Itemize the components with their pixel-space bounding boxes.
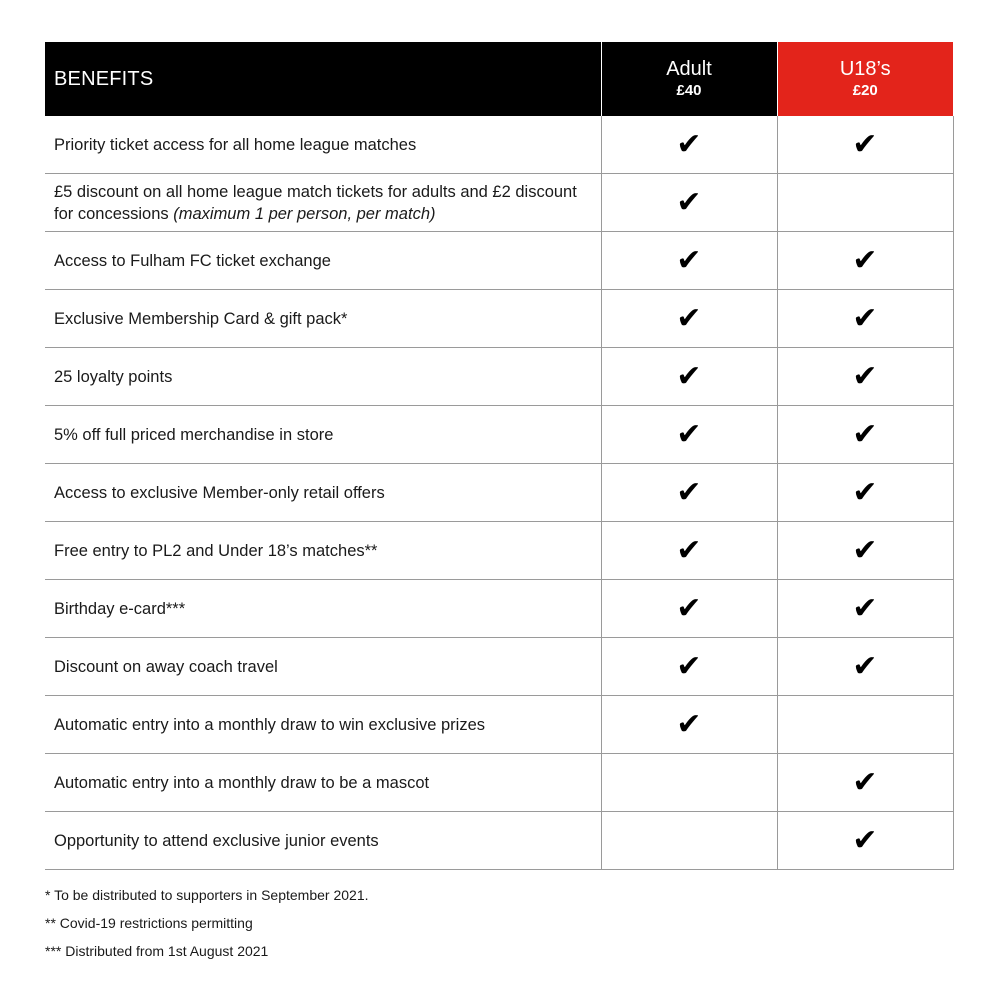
table-row [45,232,953,290]
u18-benefit-cell [777,290,953,348]
adult-benefit-cell [601,580,777,638]
benefit-text: Automatic entry into a monthly draw to win exclusive prizes [54,715,486,734]
footnote: *** Distributed from 1st August 2021 [45,943,269,959]
benefit-text: 5% off full priced merchandise in store [54,425,334,444]
check-icon: ✔ [852,648,878,684]
benefit-description [45,638,601,696]
u18-benefit-cell [777,174,953,232]
adult-plan-name: Adult [666,58,712,80]
benefit-description [45,522,601,580]
check-icon: ✔ [852,532,878,568]
check-icon: ✔ [676,590,702,626]
check-icon: ✔ [676,300,702,336]
membership-benefits-table [45,42,954,870]
check-icon: ✔ [852,474,878,510]
adult-benefit-cell [601,174,777,232]
table-row [45,464,953,522]
check-icon: ✔ [852,126,878,162]
adult-column-header [601,42,777,116]
benefit-text: Access to exclusive Member-only retail offers [54,483,385,502]
check-icon: ✔ [676,706,702,742]
check-icon: ✔ [852,822,878,858]
table-row [45,638,953,696]
benefit-text: Priority ticket access for all home league matches [54,135,417,154]
adult-benefit-cell [601,232,777,290]
benefit-rows [45,116,953,870]
check-icon: ✔ [676,126,702,162]
table-row [45,290,953,348]
table-row [45,348,953,406]
adult-benefit-cell [601,812,777,870]
u18-benefit-cell [777,522,953,580]
table-row [45,580,953,638]
check-icon: ✔ [852,590,878,626]
adult-benefit-cell [601,464,777,522]
footnotes [45,884,953,968]
adult-benefit-cell [601,696,777,754]
table-row [45,696,953,754]
adult-benefit-cell [601,348,777,406]
benefit-description [45,406,601,464]
table-header-row [45,42,953,116]
table-row [45,174,953,232]
u18-benefit-cell [777,696,953,754]
benefit-text: Opportunity to attend exclusive junior events [54,831,379,850]
adult-benefit-cell [601,116,777,174]
check-icon: ✔ [676,358,702,394]
benefit-description [45,174,601,232]
u18-benefit-cell [777,348,953,406]
adult-benefit-cell [601,754,777,812]
u18-column-header [777,42,953,116]
footnote: * To be distributed to supporters in September 2021. [45,887,369,903]
adult-benefit-cell [601,406,777,464]
u18-benefit-cell [777,406,953,464]
benefit-description [45,696,601,754]
adult-plan-price: £40 [676,82,702,99]
footnote: ** Covid-19 restrictions permitting [45,915,253,931]
table-row [45,812,953,870]
u18-plan-name: U18’s [839,58,891,80]
u18-benefit-cell [777,116,953,174]
benefit-text: Free entry to PL2 and Under 18’s matches** [54,541,378,560]
adult-benefit-cell [601,290,777,348]
benefit-text: Discount on away coach travel [54,657,278,676]
benefit-text: Access to Fulham FC ticket exchange [54,251,331,270]
benefit-description [45,812,601,870]
benefit-description [45,464,601,522]
benefit-note: (maximum 1 per person, per match) [173,204,436,223]
check-icon: ✔ [852,242,878,278]
u18-benefit-cell [777,638,953,696]
table-row [45,116,953,174]
check-icon: ✔ [676,184,702,220]
check-icon: ✔ [676,532,702,568]
benefit-description [45,580,601,638]
check-icon: ✔ [676,242,702,278]
u18-benefit-cell [777,464,953,522]
table-row [45,406,953,464]
benefit-text: Birthday e-card*** [54,599,186,618]
u18-benefit-cell [777,580,953,638]
table-row [45,522,953,580]
check-icon: ✔ [676,474,702,510]
benefit-description [45,754,601,812]
benefit-description [45,348,601,406]
benefit-text: £5 discount on all home league match tickets for adults and £2 discount for concessions [54,182,577,223]
benefit-text: 25 loyalty points [54,367,173,386]
u18-benefit-cell [777,232,953,290]
u18-benefit-cell [777,812,953,870]
check-icon: ✔ [852,416,878,452]
check-icon: ✔ [852,764,878,800]
check-icon: ✔ [676,416,702,452]
check-icon: ✔ [852,300,878,336]
table-row [45,754,953,812]
u18-plan-price: £20 [852,82,878,99]
adult-benefit-cell [601,638,777,696]
benefit-description [45,116,601,174]
benefit-description [45,232,601,290]
benefits-column-header: BENEFITS [45,42,601,116]
benefit-description [45,290,601,348]
check-icon: ✔ [852,358,878,394]
check-icon: ✔ [676,648,702,684]
u18-benefit-cell [777,754,953,812]
adult-benefit-cell [601,522,777,580]
benefit-text: Exclusive Membership Card & gift pack* [54,309,348,328]
benefit-text: Automatic entry into a monthly draw to be a mascot [54,773,430,792]
